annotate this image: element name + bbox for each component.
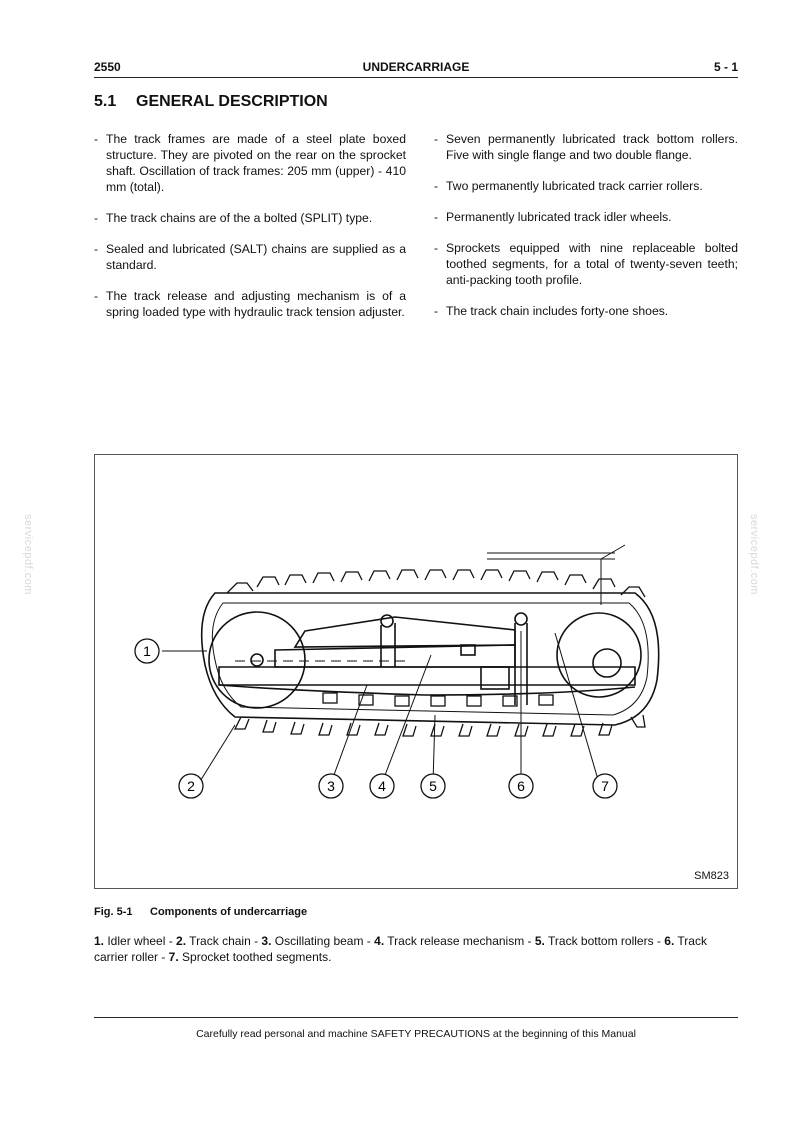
figure-title: Components of undercarriage — [150, 906, 308, 918]
left-column — [94, 131, 406, 335]
track-outline — [202, 593, 659, 725]
legend-text: Track chain - — [186, 934, 262, 948]
legend-number: 5. — [534, 934, 545, 948]
footer-rule — [94, 1017, 738, 1018]
callout-2 — [179, 774, 203, 798]
section-heading: GENERAL DESCRIPTION — [136, 93, 328, 110]
figure-code: SM823 — [694, 870, 729, 882]
section-title — [94, 93, 328, 111]
figure-caption — [94, 906, 307, 918]
svg-text:7: 7 — [601, 778, 609, 794]
figure-legend — [94, 933, 738, 965]
legend-text: Sprocket toothed segments. — [178, 950, 332, 964]
callout-6 — [509, 774, 533, 798]
list-item: - Sealed and lubricated (SALT) chains are supplied as a standard. — [94, 242, 406, 272]
callout-3 — [319, 774, 343, 798]
legend-text: Track carrier roller - — [94, 934, 707, 964]
watermark-right: servicepdf.com — [748, 514, 760, 595]
page-header — [94, 60, 738, 76]
svg-text:4: 4 — [378, 778, 386, 794]
list-item: - The track chains are of the a bolted (SPLIT) type. — [94, 211, 373, 225]
legend-number: 1. — [94, 934, 105, 948]
legend-text: Track bottom rollers - — [544, 934, 665, 948]
list-item: - The track frames are made of a steel plate boxed structure. They are pivoted on the rear on the sprocket shaft. Oscillation of track frames: 205 mm (upper) - 410 mm (total). — [94, 132, 406, 194]
svg-text:6: 6 — [517, 778, 525, 794]
list-item: - Seven permanently lubricated track bottom rollers. Five with single flange and two double flange. — [434, 132, 738, 162]
list-item: - Two permanently lubricated track carrier rollers. — [434, 179, 703, 193]
legend-number: 6. — [664, 934, 675, 948]
legend-text: Idler wheel - — [104, 934, 177, 948]
list-item: - The track chain includes forty-one shoes. — [434, 304, 669, 318]
page-number: 5 - 1 — [713, 60, 738, 74]
list-item: - Sprockets equipped with nine replaceable bolted toothed segments, for a total of twenty-seven teeth; anti-packing tooth profile. — [434, 241, 738, 287]
legend-number: 4. — [374, 934, 385, 948]
list-item: - The track release and adjusting mechanism is of a spring loaded type with hydraulic track tension adjuster. — [94, 289, 406, 319]
svg-text:5: 5 — [429, 778, 437, 794]
callout-1 — [135, 639, 159, 663]
carrier-roller — [381, 615, 393, 627]
undercarriage-drawing — [95, 455, 739, 890]
section-number: 5.1 — [94, 93, 117, 110]
svg-text:3: 3 — [327, 778, 335, 794]
svg-text:2: 2 — [187, 778, 195, 794]
footer-note: Carefully read personal and machine SAFETY PRECAUTIONS at the beginning of this Manual — [196, 1028, 636, 1040]
callout-5 — [421, 774, 445, 798]
chapter-title: UNDERCARRIAGE — [362, 60, 470, 74]
legend-text: Track release mechanism - — [384, 934, 535, 948]
callout-7 — [593, 774, 617, 798]
svg-text:1: 1 — [143, 643, 151, 659]
figure-number: Fig. 5-1 — [94, 906, 133, 918]
legend-number: 3. — [261, 934, 272, 948]
legend-text: Oscillating beam - — [271, 934, 375, 948]
list-item: - Permanently lubricated track idler wheels. — [434, 210, 672, 224]
legend-number: 2. — [176, 934, 187, 948]
legend-number: 7. — [168, 950, 179, 964]
watermark-left: servicepdf.com — [22, 514, 34, 595]
header-rule — [94, 77, 738, 78]
right-column — [434, 131, 738, 334]
carrier-roller — [515, 613, 527, 625]
idler-wheel — [209, 612, 305, 708]
figure-box — [94, 454, 738, 889]
callout-4 — [370, 774, 394, 798]
manual-model: 2550 — [94, 60, 121, 74]
